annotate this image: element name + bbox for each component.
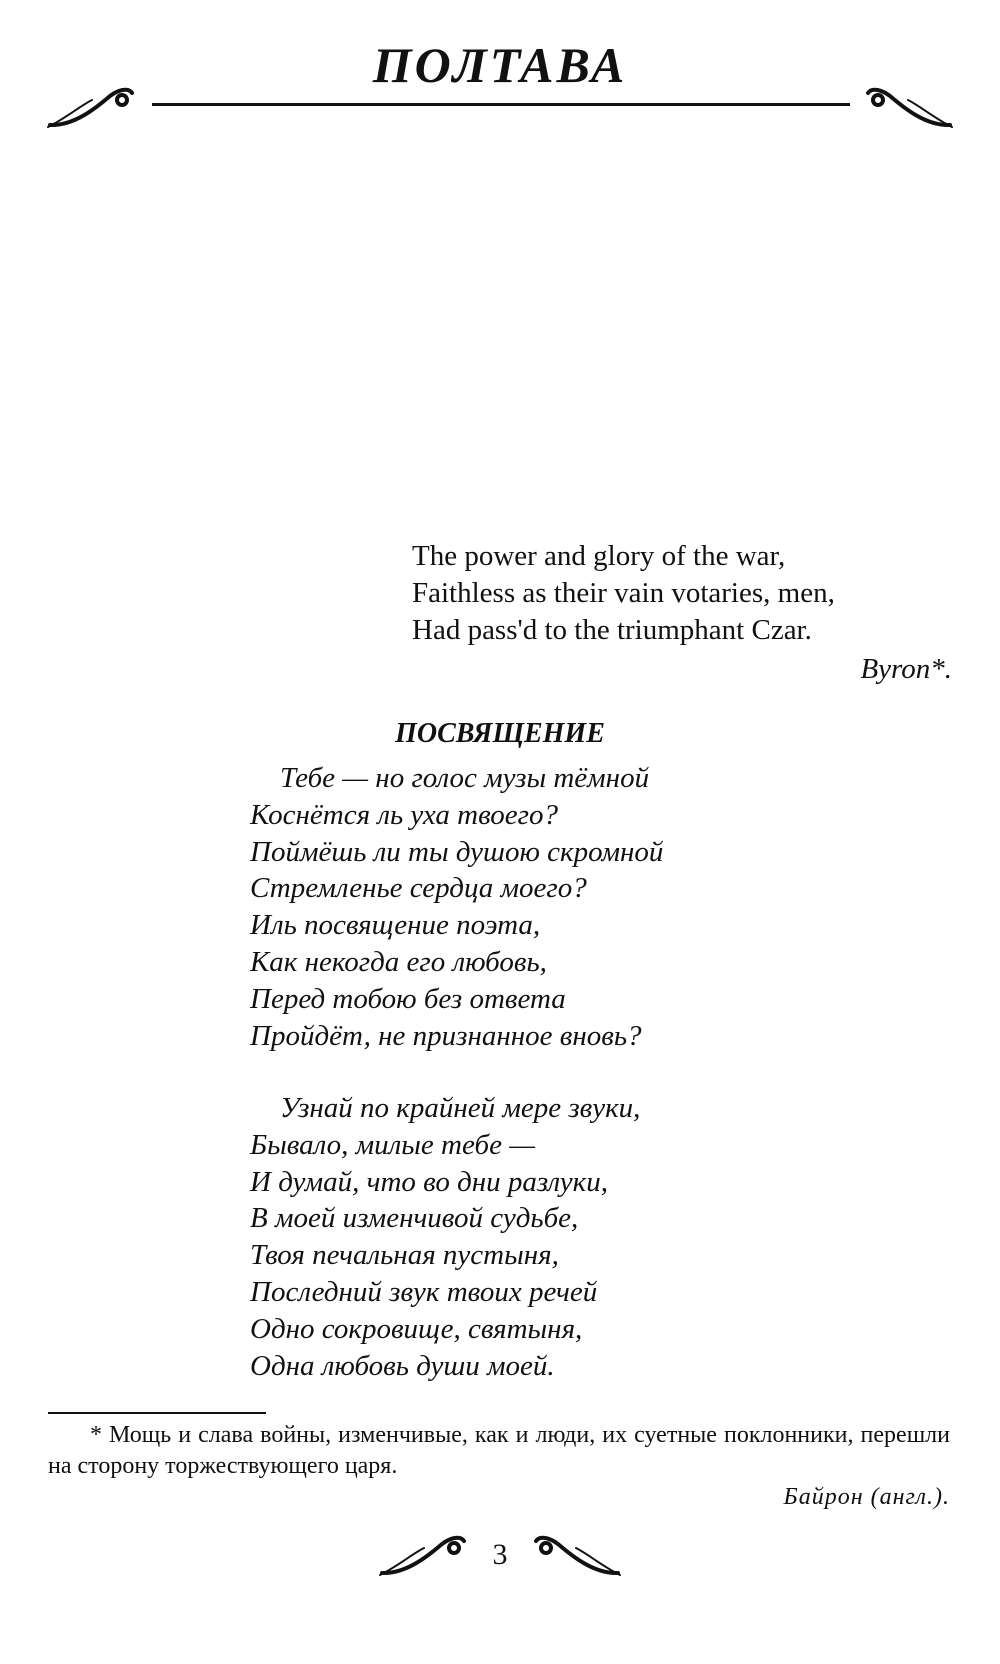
epigraph-line: Faithless as their vain votaries, men, xyxy=(412,577,835,609)
page-number: 3 xyxy=(492,1538,508,1571)
page-title: ПОЛТАВА xyxy=(372,37,628,93)
poem-line: В моей изменчивой судьбе, xyxy=(250,1202,579,1235)
footnote-author: Байрон (англ.). xyxy=(783,1484,950,1510)
stanza-2 xyxy=(250,1090,870,1384)
poem-line: Последний звук твоих речей xyxy=(250,1275,598,1308)
epigraph-author: Byron*. xyxy=(860,653,952,685)
poem-line: Иль посвящение поэта, xyxy=(250,909,541,942)
poem-line: Перед тобою без ответа xyxy=(250,982,566,1015)
dedication-title: ПОСВЯЩЕНИЕ xyxy=(395,718,605,749)
poem-line: Узнай по крайней мере звуки, xyxy=(280,1092,641,1124)
poem-line: Бывало, милые тебе — xyxy=(250,1128,535,1161)
footnote xyxy=(48,1420,950,1513)
poem-line: Одно сокровище, святыня, xyxy=(250,1312,583,1345)
poem-line: Твоя печальная пустыня, xyxy=(250,1239,559,1272)
footnote-text: * Мощь и слава войны, изменчивые, как и люди, их суетные поклонники, перешли на сторону торжествующего царя. xyxy=(48,1422,950,1479)
poem-line: Тебе — но голос музы тёмной xyxy=(280,762,650,794)
poem-line: Пройдёт, не признанное вновь? xyxy=(250,1019,642,1052)
header-rule xyxy=(152,103,850,106)
poem-line: Стремленье сердца моего? xyxy=(250,872,587,905)
epigraph-line: The power and glory of the war, xyxy=(412,540,786,572)
footnote-rule xyxy=(48,1412,266,1414)
poem-line: Одна любовь души моей. xyxy=(250,1349,555,1382)
epigraph xyxy=(412,538,952,688)
right-flourish-icon xyxy=(524,1528,624,1584)
right-flourish-icon xyxy=(856,80,956,136)
poem-line: И думай, что во дни разлуки, xyxy=(250,1165,608,1198)
poem-line: Коснётся ль уха твоего? xyxy=(250,798,558,831)
stanza-1 xyxy=(250,760,870,1054)
poem-line: Как некогда его любовь, xyxy=(250,945,547,978)
left-flourish-icon xyxy=(44,80,144,136)
epigraph-line: Had pass'd to the triumphant Czar. xyxy=(412,614,812,646)
poem-line: Поймёшь ли ты душою скромной xyxy=(250,835,664,868)
